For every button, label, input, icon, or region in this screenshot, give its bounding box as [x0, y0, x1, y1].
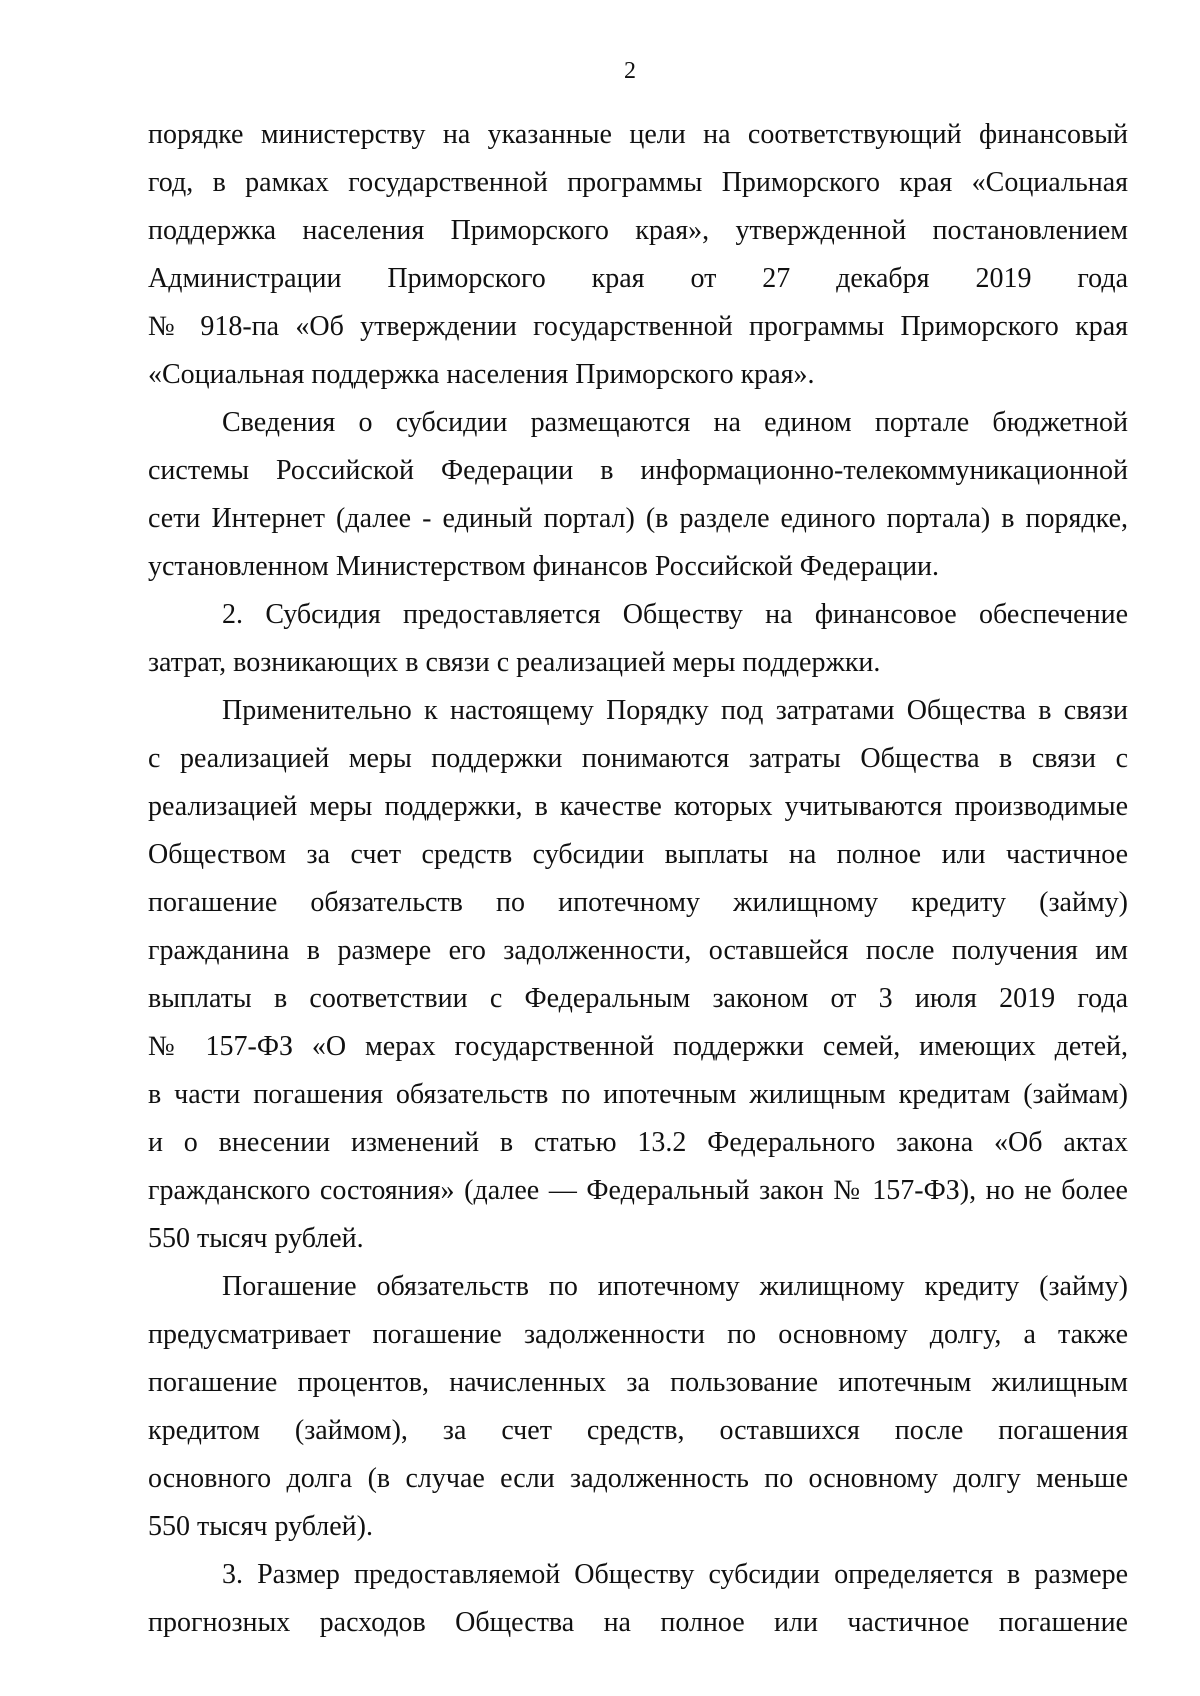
text-line: 2. Субсидия предоставляется Обществу на финансовое обеспечение [222, 599, 1128, 630]
text-line: «Социальная поддержка населения Приморского края». [148, 359, 815, 390]
text-line: Погашение обязательств по ипотечному жилищному кредиту (займу) [222, 1271, 1128, 1302]
text-line: год, в рамках государственной программы Приморского края «Социальная [148, 167, 1128, 198]
text-line: и о внесении изменений в статью 13.2 Федерального закона «Об актах [148, 1127, 1128, 1158]
text-line: Администрации Приморского края от 27 декабря 2019 года [148, 263, 1128, 294]
document-body [148, 111, 1128, 1647]
text-line: Применительно к настоящему Порядку под затратами Общества в связи [222, 695, 1128, 726]
text-line: гражданского состояния» (далее — Федеральный закон № 157-ФЗ), но не более [148, 1175, 1128, 1206]
page-number: 2 [624, 58, 636, 84]
text-line: 550 тысяч рублей). [148, 1511, 373, 1542]
text-line: № 157-ФЗ «О мерах государственной поддержки семей, имеющих детей, [148, 1031, 1128, 1062]
text-line: системы Российской Федерации в информационно-телекоммуникационной [148, 455, 1128, 486]
text-line: Сведения о субсидии размещаются на едином портале бюджетной [222, 407, 1128, 438]
text-line: Обществом за счет средств субсидии выплаты на полное или частичное [148, 839, 1128, 870]
text-line: сети Интернет (далее - единый портал) (в разделе единого портала) в порядке, [148, 503, 1128, 534]
text-line: с реализацией меры поддержки понимаются затраты Общества в связи с [148, 743, 1128, 774]
text-line: основного долга (в случае если задолженность по основному долгу меньше [148, 1463, 1128, 1494]
text-line: погашение обязательств по ипотечному жилищному кредиту (займу) [148, 887, 1128, 918]
text-line: № 918-па «Об утверждении государственной программы Приморского края [148, 311, 1128, 342]
text-line: поддержка населения Приморского края», утвержденной постановлением [148, 215, 1128, 246]
text-line: погашение процентов, начисленных за пользование ипотечным жилищным [148, 1367, 1128, 1398]
text-line: 3. Размер предоставляемой Обществу субсидии определяется в размере [222, 1559, 1128, 1590]
text-line: порядке министерству на указанные цели на соответствующий финансовый [148, 119, 1128, 150]
text-line: выплаты в соответствии с Федеральным законом от 3 июля 2019 года [148, 983, 1128, 1014]
text-line: реализацией меры поддержки, в качестве которых учитываются производимые [148, 791, 1128, 822]
text-line: прогнозных расходов Общества на полное или частичное погашение [148, 1607, 1128, 1638]
text-line: предусматривает погашение задолженности по основному долгу, а также [148, 1319, 1128, 1350]
text-line: гражданина в размере его задолженности, оставшейся после получения им [148, 935, 1128, 966]
text-line: кредитом (займом), за счет средств, оставшихся после погашения [148, 1415, 1128, 1446]
text-line: 550 тысяч рублей. [148, 1223, 364, 1254]
text-line: затрат, возникающих в связи с реализацией меры поддержки. [148, 647, 881, 678]
text-line: установленном Министерством финансов Российской Федерации. [148, 551, 940, 582]
text-line: в части погашения обязательств по ипотечным жилищным кредитам (займам) [148, 1079, 1128, 1110]
